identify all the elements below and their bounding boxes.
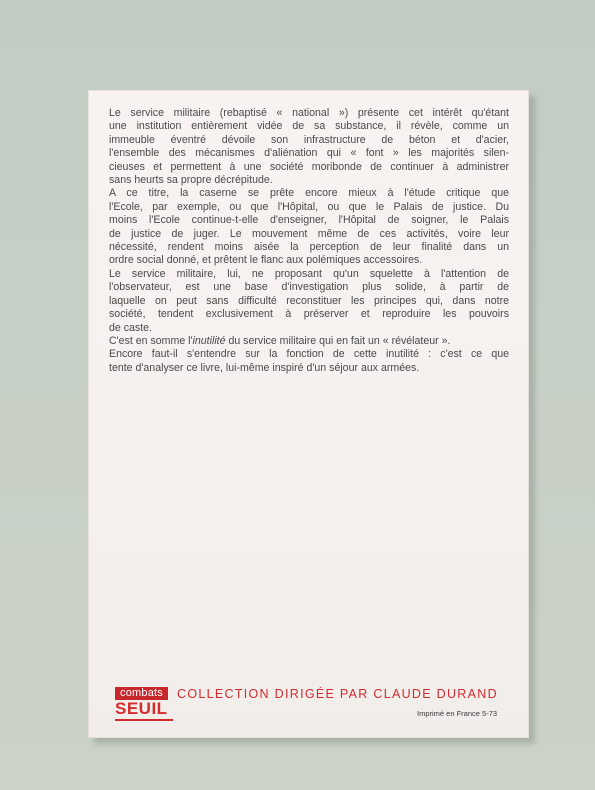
seuil-logo: SEUIL	[115, 699, 168, 718]
blurb-line: ordre social donné, et prêtent le flanc aux polémiques accessoires.	[109, 254, 423, 267]
blurb-line: Le service militaire, lui, ne proposant qu'un squelette à l'attention de	[109, 267, 509, 280]
blurb-line: immeuble éventré dévoile son infrastructure de béton et d'acier,	[109, 133, 509, 146]
blurb-line: Encore faut-il s'entendre sur la fonction de cette inutilité : c'est ce que	[109, 348, 509, 361]
printing-notice: Imprimé en France 5-73	[417, 709, 498, 718]
blurb-line: de justice de juger. Le mouvement même de ces activités, voire leur	[109, 227, 509, 240]
blurb-line: nécessité, rendent moins aisée la perception de leur finalité dans un	[109, 241, 509, 254]
blurb-emphasis: inutilité	[192, 334, 226, 347]
blurb-line: moins l'Ecole continue-t-elle d'enseigner, l'Hôpital de soigner, le Palais	[109, 214, 509, 227]
blurb-line: société, tendent exclusivement à préserver et reproduire les pouvoirs	[109, 308, 509, 321]
blurb-line: l'Ecole, par exemple, ou que l'Hôpital, ou que le Palais de justice. Du	[109, 200, 509, 213]
blurb-paragraph-1	[109, 107, 509, 187]
blurb-line: l'ensemble des mécanismes d'aliénation qui « font » les majorités silen-	[109, 147, 509, 160]
blurb-text: du service militaire qui en fait un « révélateur ».	[225, 334, 451, 347]
blurb-text: C'est en somme l'	[109, 334, 193, 347]
blurb-line: cieuses et permettent à une société moribonde de continuer à administrer	[109, 160, 509, 173]
collection-credit: COLLECTION DIRIGÉE PAR CLAUDE DURAND	[177, 687, 498, 701]
blurb-line: laquelle on peut sans difficulté reconstituer les principes qui, dans notre	[109, 294, 509, 307]
blurb-line: une institution entièrement vidée de sa substance, il révèle, comme un	[109, 120, 509, 133]
logo-underline	[115, 719, 173, 721]
blurb-line: de caste.	[109, 321, 152, 334]
book-back-cover	[88, 90, 529, 738]
blurb-line: l'observateur, est une base d'investigation plus solide, à partir de	[109, 281, 509, 294]
blurb-line: Le service militaire (rebaptisé « national ») présente cet intérêt qu'étant	[109, 107, 509, 119]
blurb-line: A ce titre, la caserne se prête encore mieux à l'étude critique que	[109, 187, 509, 200]
blurb-line	[109, 335, 509, 348]
combats-logo: combats	[115, 687, 168, 700]
blurb-paragraph-2	[109, 187, 509, 334]
blurb-line: tente d'analyser ce livre, lui-même inspiré d'un séjour aux armées.	[109, 361, 420, 374]
blurb-line: sans heurts sa propre décrépitude.	[109, 174, 273, 187]
blurb-paragraph-3	[109, 335, 509, 375]
back-cover-blurb	[109, 107, 509, 375]
